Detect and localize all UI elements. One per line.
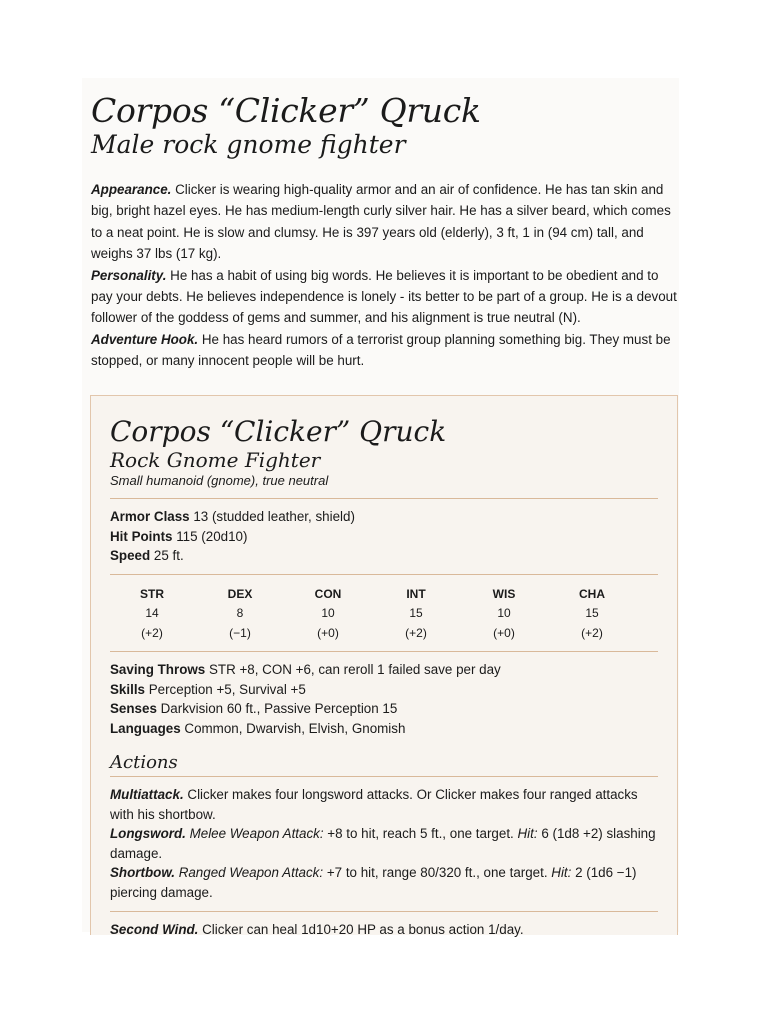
skills-label: Skills [110,681,145,697]
senses-line [110,699,658,719]
senses-label: Senses [110,701,157,716]
shortbow-text: +7 to hit, range 80/320 ft., one target. [323,865,552,880]
hit-points-value: 115 (20d10) [172,528,248,544]
ability-score: 10 [497,606,511,620]
skills-line [110,680,658,700]
armor-class-label: Armor Class [110,509,190,524]
stat-block [90,395,678,935]
skills-value: Perception +5, Survival +5 [145,681,306,697]
second-wind-label: Second Wind. [110,922,199,937]
longsword-action [110,824,658,863]
appearance-label: Appearance. [91,182,172,197]
document-page [82,78,679,937]
ability-name: CON [314,586,342,601]
divider [110,498,658,499]
speed-line [110,546,658,566]
armor-class-value: 13 (studded leather, shield) [189,509,355,524]
shortbow-label: Shortbow. [110,865,175,880]
longsword-hit-label: Hit: [517,826,538,841]
character-header [91,92,481,160]
speed-value: 25 ft. [150,548,184,563]
ability-score: 14 [145,606,159,620]
multiattack-action [110,785,658,824]
longsword-damage: 6 (1d8 +2) slashing damage. [110,826,656,861]
shortbow-damage: 2 (1d6 −1) piercing damage. [110,865,637,900]
ability-score: 10 [321,606,335,620]
ability-name: INT [406,586,426,601]
ability-name: STR [140,586,164,601]
divider [110,651,658,652]
languages-value: Common, Dwarvish, Elvish, Gnomish [180,720,406,736]
adventure-hook-paragraph [91,329,681,372]
ability-name: WIS [492,586,516,601]
ability-score: 15 [409,606,423,620]
ability-score: 8 [236,606,244,620]
shortbow-attack-type: Ranged Weapon Attack: [174,865,324,880]
senses-value: Darkvision 60 ft., Passive Perception 15 [156,701,398,716]
divider [110,574,658,575]
statblock-type: Small humanoid (gnome), true neutral [110,473,329,488]
saving-throws-value: STR +8, CON +6, can reroll 1 failed save per day [205,662,501,677]
shortbow-action [110,863,658,902]
second-wind-text: Clicker can heal 1d10+20 HP as a bonus action 1/day. [198,922,524,937]
ability-modifier: (+2) [141,625,163,640]
page-title: Corpos “Clicker” Qruck [91,91,481,130]
speed-label: Speed [110,548,151,563]
appearance-text: Clicker is wearing high-quality armor and an air of confidence. He has tan skin and big, bright hazel eyes. He has medium-length curly silver hair. He has a silver beard, which comes to a neat point. He is slow and clumsy. He is 397 years old (elderly), 3 ft, 1 in (94 cm) tall, and weighs 37 lbs (17 kg). [91,182,671,262]
armor-class-line [110,507,658,527]
personality-paragraph [91,265,681,329]
statblock-subtitle: Rock Gnome Fighter [110,448,321,472]
ability-modifier: (+0) [317,625,339,640]
ability-modifier: (+0) [493,625,515,640]
longsword-label: Longsword. [110,826,186,841]
ability-name: CHA [579,586,605,601]
statblock-name: Corpos “Clicker” Qruck [110,415,447,448]
second-wind-action [110,920,658,940]
adventure-hook-label: Adventure Hook. [91,331,199,347]
ability-scores [108,583,658,644]
personality-label: Personality. [91,267,167,283]
languages-label: Languages [110,720,181,736]
ability-modifier: (+2) [581,625,603,640]
longsword-attack-type: Melee Weapon Attack: [185,826,324,841]
ability-name: DEX [227,586,253,601]
shortbow-hit-label: Hit: [551,865,572,880]
ability-modifier: (−1) [229,625,251,640]
longsword-text: +8 to hit, reach 5 ft., one target. [323,826,518,841]
ability-modifier: (+2) [405,625,427,640]
page-subtitle: Male rock gnome fighter [91,130,406,159]
divider [110,911,658,912]
personality-text: He has a habit of using big words. He believes it is important to be obedient and to pay your debts. He believes independence is lonely - its better to be part of a group. He is a devout follower of the goddess of gems and summer, and his alignment is true neutral (N). [91,267,677,326]
hit-points-label: Hit Points [110,528,173,544]
ability-score: 15 [585,606,599,620]
saving-throws-label: Saving Throws [110,662,206,677]
multiattack-label: Multiattack. [110,787,184,802]
appearance-paragraph [91,179,681,265]
languages-line [110,719,658,739]
adventure-hook-text: He has heard rumors of a terrorist group planning something big. They must be stopped, or many innocent people will be hurt. [91,331,671,369]
saving-throws-line [110,660,658,680]
divider [110,776,658,777]
actions-heading: Actions [110,752,178,773]
multiattack-text: Clicker makes four longsword attacks. Or Clicker makes four ranged attacks with his shortbow. [110,787,638,822]
hit-points-line [110,527,658,547]
character-description [91,179,681,372]
